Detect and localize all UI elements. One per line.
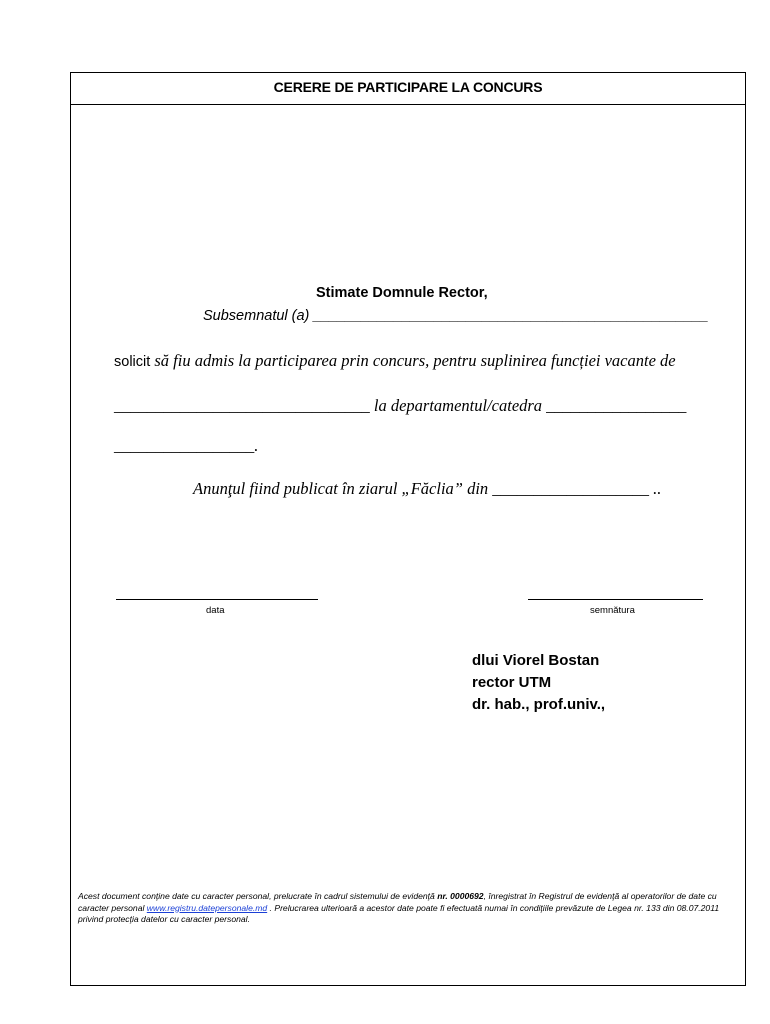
announcement-line: Anunţul fiind publicat în ziarul „Făclia” din ___________________ .. xyxy=(193,479,662,498)
form-frame xyxy=(70,72,746,986)
date-signature-line xyxy=(116,599,318,600)
request-sentence xyxy=(114,351,676,371)
registry-number: nr. 0000692 xyxy=(437,891,484,901)
subsemnatul-line: Subsemnatul (a) _________________________________________________ xyxy=(203,308,709,324)
salutation: Stimate Domnule Rector, xyxy=(316,285,488,301)
date-caption: data xyxy=(206,605,225,616)
signature-caption: semnătura xyxy=(590,605,635,616)
addressee-block xyxy=(472,650,605,716)
addressee-name: dlui Viorel Bostan xyxy=(472,652,600,669)
addressee-title: dr. hab., prof.univ., xyxy=(472,696,606,713)
continuation-line: _________________. xyxy=(114,436,259,455)
privacy-text-2: , înregistrat în Registrul de evidenţă al operatorilor de date cu caracter personal xyxy=(78,891,717,913)
department-line: _______________________________ la departamentul/catedra _________________ xyxy=(114,396,687,415)
privacy-text-1: Acest document conţine date cu caracter personal, prelucrate în cadrul sistemului de evidenţă xyxy=(78,891,438,901)
form-title: CERERE DE PARTICIPARE LA CONCURS xyxy=(71,73,745,105)
signature-line xyxy=(528,599,703,600)
privacy-text-3: . Prelucrarea ulterioară a acestor date poate fi efectuată numai în condiţiile prevăzute de Legea nr. 133 din 08.07.2011 privind protecţia datelor cu caracter personal. xyxy=(78,902,720,924)
registry-link[interactable]: www.registru.datepersonale.md xyxy=(146,902,268,913)
addressee-position: rector UTM xyxy=(472,674,552,691)
request-word: solicit xyxy=(114,354,151,370)
request-text: să fiu admis la participarea prin concurs, pentru suplinirea funcției vacante de xyxy=(150,351,676,370)
privacy-notice xyxy=(78,891,742,926)
